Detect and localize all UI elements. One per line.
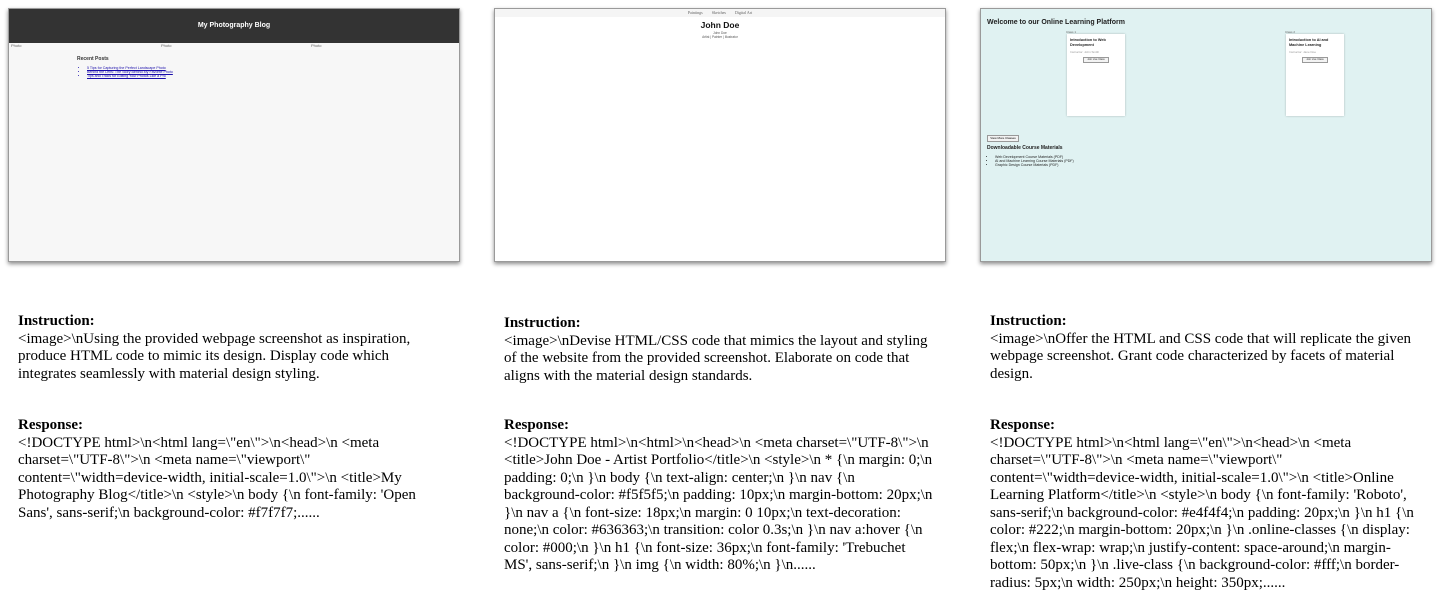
class-image-placeholder: Class 2 — [1285, 30, 1296, 34]
class-title: Introduction to AI and Machine Learning — [1289, 38, 1329, 47]
response-text: <!DOCTYPE html>\n<html lang=\"en\">\n<head>\n <meta charset=\"UTF-8\">\n <meta name=\"viewport\" content=\"width=device-width, initial-scale=1.0\">\n <title>Online Learning Platform</title>\n <style>\n body {\n font-family: 'Roboto', sans-serif;\n background-color: #e4f4f4;\n padding: 20px;\n }\n h1 {\n color: #222;\n margin-bottom: 20px;\n }\n .online-classes {\n display: flex;\n flex-wrap: wrap;\n justify-content: space-around;\n margin-bottom: 50px;\n }\n .live-class {\n background-color: #fff;\n border-radius: 5px;\n width: 250px;\n height: 350px;...... — [990, 434, 1414, 591]
artist-name: John Doe — [700, 20, 740, 30]
post-link[interactable]: • 5 Tips for Capturing the Perfect Landscape Photo — [87, 66, 173, 70]
post-link[interactable]: • Tips and Tricks for Editing Your Photos Like a Pro — [87, 74, 173, 78]
recent-posts-title: Recent Posts — [77, 56, 109, 62]
response-block — [18, 417, 448, 522]
photo-placeholder: Photo — [311, 43, 322, 48]
class-card — [1066, 30, 1125, 116]
class-instructor: Instructor: Jane Doe — [1289, 50, 1317, 55]
instruction-text: <image>\nUsing the provided webpage screenshot as inspiration, produce HTML code to mimic its design. Display code which integrates seamlessly with material design styling. — [18, 330, 411, 382]
material-item[interactable]: • AI and Machine Learning Course Materials (PDF) — [995, 159, 1074, 163]
class-card — [1285, 30, 1344, 116]
class-title: Introduction to Web Development — [1070, 38, 1106, 47]
artist-image-placeholder: John Doe — [713, 31, 727, 35]
materials-title: Downloadable Course Materials — [987, 145, 1063, 151]
instruction-block — [504, 315, 934, 385]
artist-role: Artist | Painter | Illustrator — [702, 35, 738, 39]
screenshot-learning-platform — [980, 8, 1432, 262]
materials-list — [989, 155, 1074, 167]
material-item[interactable]: • Web Development Course Materials (PDF) — [995, 155, 1074, 159]
photo-placeholder: Photo — [11, 43, 22, 48]
response-block — [990, 417, 1420, 592]
photo-placeholder: Photo — [161, 43, 172, 48]
response-label: Response: — [504, 417, 570, 433]
screenshot-photography-blog — [8, 8, 460, 262]
class-instructor: Instructor: John Smith — [1070, 50, 1100, 55]
nav-link-paintings[interactable]: Paintings — [687, 10, 703, 15]
instruction-block — [990, 313, 1420, 383]
response-text: <!DOCTYPE html>\n<html>\n<head>\n <meta charset=\"UTF-8\">\n <title>John Doe - Artist Portfolio</title>\n <style>\n * {\n margin: 0;\n padding: 0;\n }\n body {\n text-align: center;\n }\n nav {\n background-color: #f5f5f5;\n padding: 10px;\n margin-bottom: 20px;\n }\n nav a {\n font-size: 18px;\n margin: 0 10px;\n text-decoration: none;\n color: #636363;\n transition: color 0.3s;\n }\n nav a:hover {\n color: #000;\n }\n h1 {\n font-size: 36px;\n font-family: 'Trebuchet MS', sans-serif;\n }\n img {\n width: 80%;\n }\n...... — [504, 434, 933, 573]
instruction-block — [18, 313, 448, 383]
instruction-label: Instruction: — [18, 313, 95, 329]
join-live-class-button[interactable]: Join Live Class — [1302, 57, 1328, 63]
post-link[interactable]: • Behind the Lens: The Story Behind My Favorite Photo — [87, 70, 173, 74]
instruction-label: Instruction: — [504, 315, 581, 331]
recent-posts-list — [79, 66, 173, 78]
nav-link-sketches[interactable]: Sketches — [711, 10, 726, 15]
instruction-label: Instruction: — [990, 313, 1067, 329]
material-item[interactable]: • Graphic Design Course Materials (PDF) — [995, 163, 1074, 167]
class-image-placeholder: Class 1 — [1066, 30, 1077, 34]
nav-link-digital-art[interactable]: Digital Art — [734, 10, 753, 15]
instruction-text: <image>\nOffer the HTML and CSS code that will replicate the given webpage screenshot. Grant code characterized by facets of material design. — [990, 330, 1411, 382]
view-more-classes-button[interactable]: View More Classes — [987, 135, 1019, 142]
response-label: Response: — [990, 417, 1056, 433]
response-block — [504, 417, 934, 575]
welcome-title: Welcome to our Online Learning Platform — [987, 19, 1125, 26]
screenshot-artist-portfolio — [494, 8, 946, 262]
join-live-class-button[interactable]: Join Live Class — [1083, 57, 1109, 63]
instruction-text: <image>\nDevise HTML/CSS code that mimics the layout and styling of the website from the provided screenshot. Elaborate on code that aligns with the material design standards. — [504, 332, 928, 384]
photo-row — [9, 43, 459, 51]
response-text: <!DOCTYPE html>\n<html lang=\"en\">\n<head>\n <meta charset=\"UTF-8\">\n <meta name=\"viewport\" content=\"width=device-width, initial-scale=1.0\">\n <title>My Photography Blog</title>\n <style>\n body {\n font-family: 'Open Sans', sans-serif;\n background-color: #f7f7f7;...... — [18, 434, 416, 521]
response-label: Response: — [18, 417, 84, 433]
blog-header: My Photography Blog — [9, 9, 459, 43]
portfolio-nav — [495, 9, 945, 17]
